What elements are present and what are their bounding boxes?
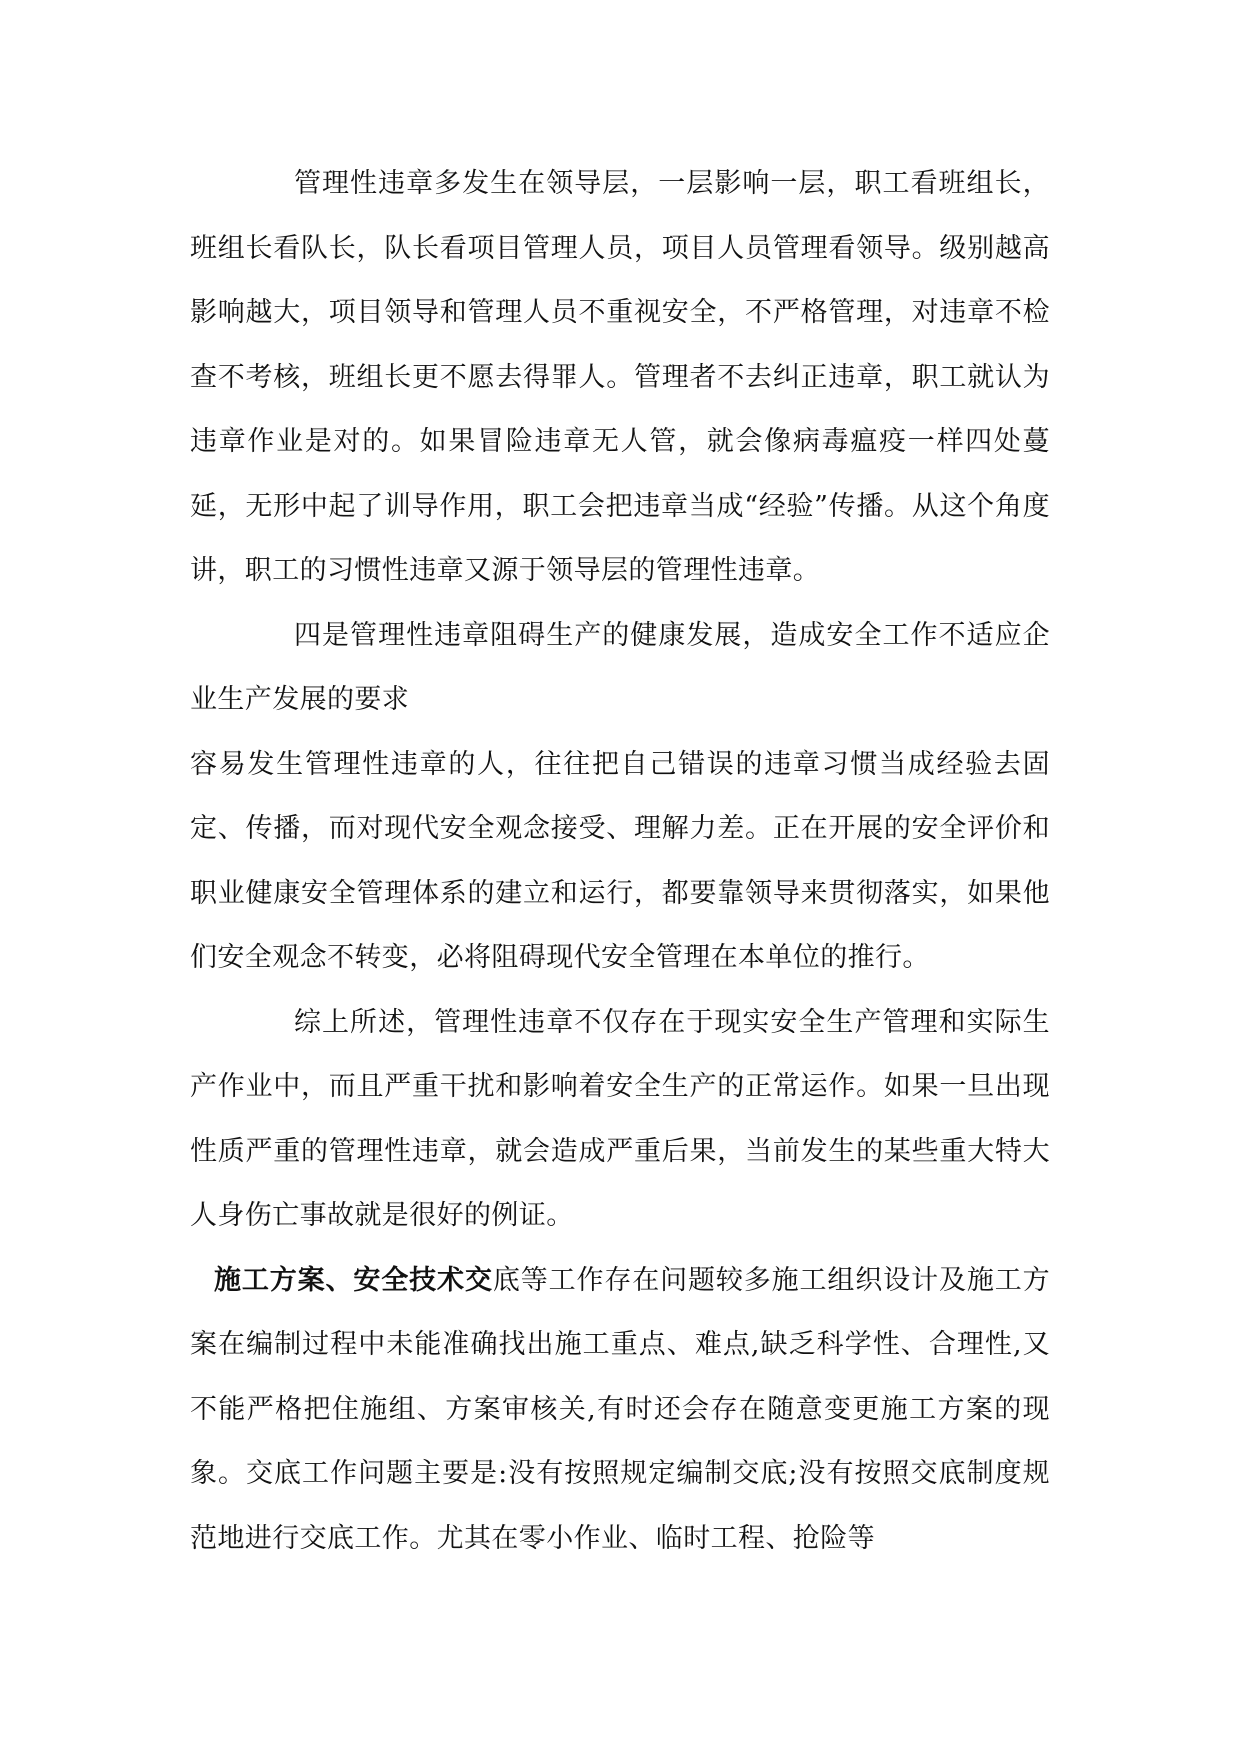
paragraph-construction-plan-issues (190, 1249, 1050, 1572)
paragraph-management-violation-leadership: 管理性违章多发生在领导层，一层影响一层，职工看班组长，班组长看队长，队长看项目管理人员，项目人员管理看领导。级别越高影响越大，项目领导和管理人员不重视安全，不严格管理，对违章不检查不考核，班组长更不愿去得罪人。管理者不去纠正违章，职工就认为违章作业是对的。如果冒险违章无人管，就会像病毒瘟疫一样四处蔓延，无形中起了训导作用，职工会把违章当成“经验”传播。从这个角度讲，职工的习惯性违章又源于领导层的管理性违章。 (190, 168, 1050, 586)
paragraph-habitual-violation-people: 容易发生管理性违章的人，往往把自己错误的违章习惯当成经验去固定、传播，而对现代安全观念接受、理解力差。正在开展的安全评价和职业健康安全管理体系的建立和运行，都要靠领导来贯彻落实，如果他们安全观念不转变，必将阻碍现代安全管理在本单位的推行。 (190, 748, 1050, 973)
paragraph-body-text: 底等工作存在问题较多施工组织设计及施工方案在编制过程中未能准确找出施工重点、难点,缺乏科学性、合理性,又不能严格把住施组、方案审核关,有时还会存在随意变更施工方案的现象。交底工作问题主要是:没有按照规定编制交底;没有按照交底制度规范地进行交底工作。尤其在零小作业、临时工程、抢险等 (190, 1264, 1050, 1554)
paragraph-summary: 综上所述，管理性违章不仅存在于现实安全生产管理和实际生产作业中，而且严重干扰和影响着安全生产的正常运作。如果一旦出现性质严重的管理性违章，就会造成严重后果，当前发生的某些重大特大人身伤亡事故就是很好的例证。 (190, 1006, 1050, 1231)
paragraph-point-four-heading: 四是管理性违章阻碍生产的健康发展，造成安全工作不适应企业生产发展的要求 (190, 619, 1050, 715)
paragraph-bold-lead: 施工方案、安全技术交 (214, 1264, 493, 1296)
document-body (190, 152, 1050, 1571)
